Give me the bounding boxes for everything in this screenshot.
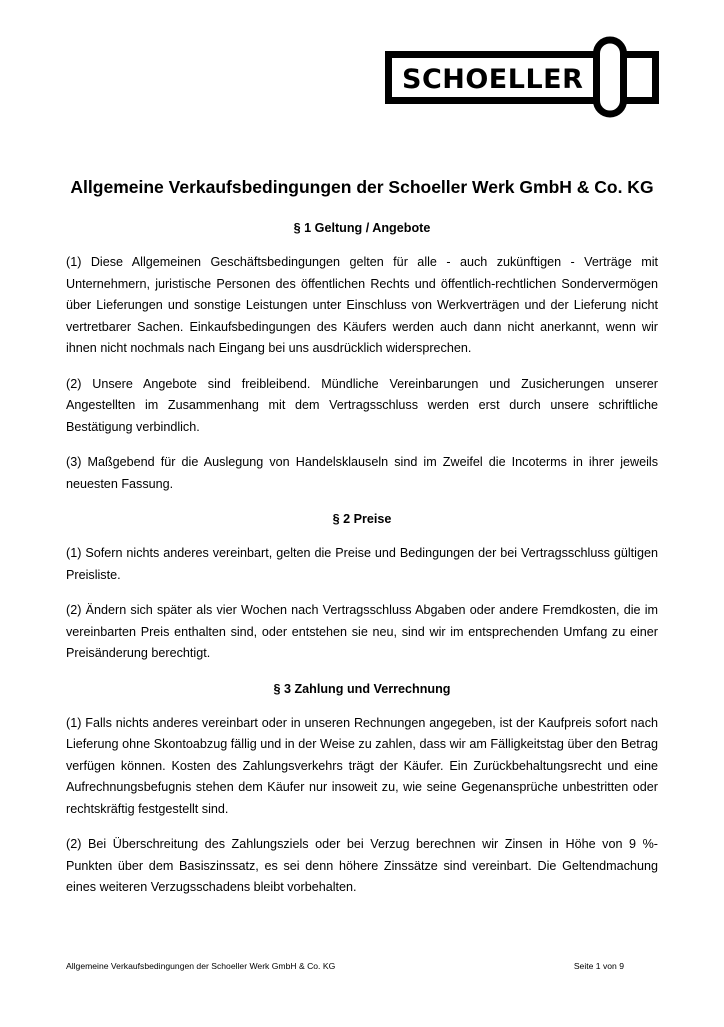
paragraph: (2) Bei Überschreitung des Zahlungsziels oder bei Verzug berechnen wir Zinsen in Höhe von 9 %-Punkten über dem Basiszinssatz, es sei denn höhere Zinssätze sind vereinbart. Die Geltendmachung eines weiteren Verzugsschadens bleibt vorbehalten.: [66, 837, 658, 894]
paragraph: (1) Diese Allgemeinen Geschäftsbedingungen gelten für alle - auch zukünftigen - Verträge mit Unternehmern, juristische Personen des öffentlichen Rechts und öffentlich-rechtlichen Sondervermögen über Lieferungen und sonstige Leistungen unter Einschluss von Werkverträgen und der Lieferung nicht vertretbarer Sachen. Einkaufsbedingungen des Käufers werden auch dann nicht anerkannt, wenn wir ihnen nicht nochmals nach Eingang bei uns ausdrücklich widersprechen.: [66, 255, 658, 355]
company-logo: [384, 36, 660, 118]
section-3: [66, 679, 658, 899]
document-body: [66, 218, 658, 913]
page-footer: [66, 960, 624, 972]
paragraph: (1) Sofern nichts anderes vereinbart, gelten die Preise und Bedingungen der bei Vertragsschluss gültigen Preisliste.: [66, 546, 658, 582]
paragraph: (3) Maßgebend für die Auslegung von Handelsklauseln sind im Zweifel die Incoterms in ihrer jeweils neuesten Fassung.: [66, 455, 658, 491]
paragraph: (2) Ändern sich später als vier Wochen nach Vertragsschluss Abgaben oder andere Fremdkosten, die im vereinbarten Preis enthalten sind, oder entstehen sie neu, sind wir im entsprechenden Umfang zu einer Preisänderung berechtigt.: [66, 603, 658, 660]
section-1: [66, 218, 658, 495]
page-number: Seite 1 von 9: [573, 961, 624, 971]
section-heading: § 3 Zahlung und Verrechnung: [273, 681, 451, 696]
footer-document-title: Allgemeine Verkaufsbedingungen der Schoeller Werk GmbH & Co. KG: [66, 961, 336, 971]
paragraph: (1) Falls nichts anderes vereinbart oder in unseren Rechnungen angegeben, ist der Kaufpreis sofort nach Lieferung ohne Skontoabzug fällig und in der Weise zu zahlen, dass wir am Fälligkeitstag über den Betrag verfügen können. Kosten des Zahlungsverkehrs trägt der Käufer. Ein Zurückbehaltungsrecht und eine Aufrechnungsbefugnis stehen dem Käufer nur insoweit zu, wie seine Gegenansprüche unbestritten oder rechtskräftig festgestellt sind.: [66, 715, 658, 816]
section-heading: § 1 Geltung / Angebote: [293, 221, 431, 235]
section-heading: § 2 Preise: [332, 512, 392, 526]
paragraph: (2) Unsere Angebote sind freibleibend. Mündliche Vereinbarungen und Zusicherungen unserer Angestellten im Zusammenhang mit dem Vertragsschluss werden erst durch unsere schriftliche Bestätigung verbindlich.: [66, 376, 658, 434]
logo-roll: [597, 40, 624, 114]
logo-text: SCHOELLER: [402, 64, 584, 95]
schoeller-logo-graphic: [384, 36, 660, 118]
section-2: [66, 509, 658, 665]
document-title: Allgemeine Verkaufsbedingungen der Schoeller Werk GmbH & Co. KG: [70, 177, 654, 197]
